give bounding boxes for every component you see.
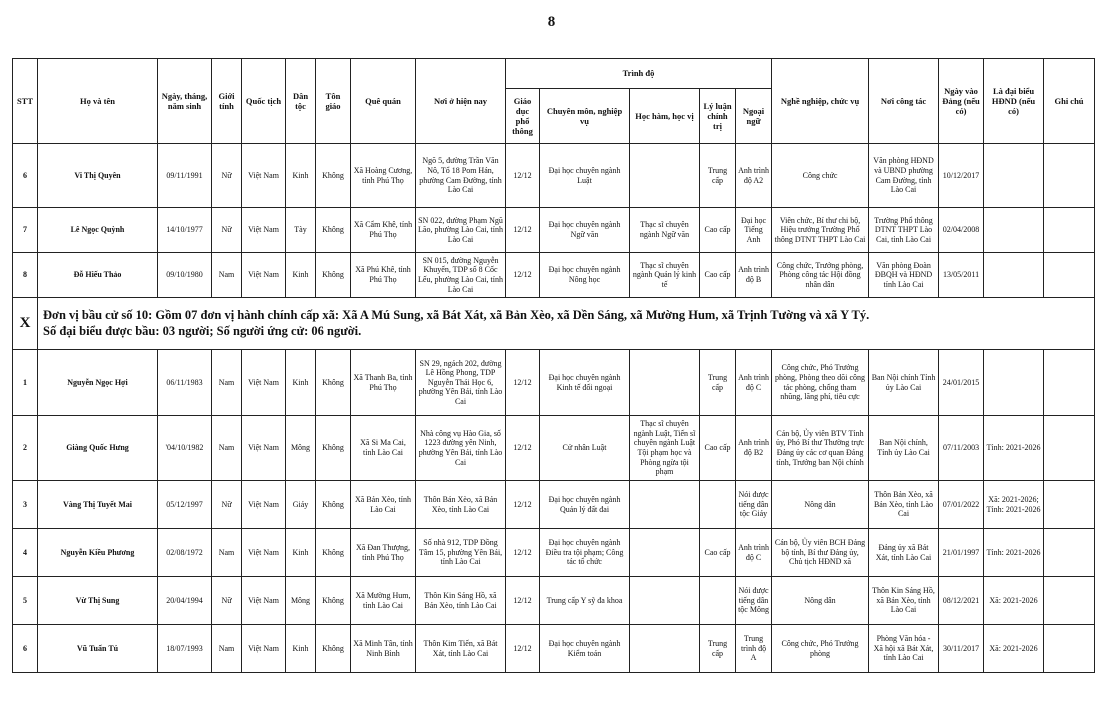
cell-workplace: Ban Nội chính, Tỉnh ủy Lào Cai	[869, 416, 939, 481]
cell-language: Anh trình độ B	[736, 253, 772, 298]
cell-delegate	[984, 253, 1044, 298]
cell-degree: Thạc sĩ chuyên ngành Ngữ văn	[630, 208, 700, 253]
cell-delegate: Xã: 2021-2026	[984, 577, 1044, 625]
cell-workplace: Thôn Bản Xèo, xã Bản Xèo, tỉnh Lào Cai	[869, 481, 939, 529]
cell-dob: 05/12/1997	[158, 481, 212, 529]
cell-language: Nói được tiếng dân tộc Mông	[736, 577, 772, 625]
cell-delegate	[984, 350, 1044, 416]
cell-degree	[630, 577, 700, 625]
cell-party-date: 08/12/2021	[939, 577, 984, 625]
cell-party-date: 02/04/2008	[939, 208, 984, 253]
table-row	[13, 350, 1095, 416]
header-residence: Nơi ở hiện nay	[416, 59, 506, 144]
cell-stt: 7	[13, 208, 38, 253]
cell-political: Trung cấp	[700, 144, 736, 208]
cell-language: Anh trình độ B2	[736, 416, 772, 481]
cell-party-date: 21/01/1997	[939, 529, 984, 577]
cell-language: Trung trình độ A	[736, 625, 772, 673]
cell-political: Cao cấp	[700, 529, 736, 577]
cell-stt: 6	[13, 144, 38, 208]
cell-degree	[630, 481, 700, 529]
header-workplace: Nơi công tác	[869, 59, 939, 144]
cell-stt: 4	[13, 529, 38, 577]
cell-ethnicity: Giáy	[286, 481, 316, 529]
cell-stt: 2	[13, 416, 38, 481]
header-job: Nghề nghiệp, chức vụ	[772, 59, 869, 144]
cell-specialty: Đại học chuyên ngành Ngữ văn	[540, 208, 630, 253]
cell-hometown: Xã Đan Thượng, tỉnh Phú Thọ	[351, 529, 416, 577]
header-gender: Giới tính	[212, 59, 242, 144]
cell-religion: Không	[316, 416, 351, 481]
cell-ethnicity: Kinh	[286, 529, 316, 577]
cell-job: Viên chức, Bí thư chi bộ, Hiệu trưởng Trường Phổ thông DTNT THPT Lào Cai	[772, 208, 869, 253]
table-row	[13, 625, 1095, 673]
header-degree: Học hàm, học vị	[630, 89, 700, 144]
cell-party-date: 24/01/2015	[939, 350, 984, 416]
cell-general-edu: 12/12	[506, 208, 540, 253]
cell-delegate	[984, 208, 1044, 253]
cell-hometown: Xã Si Ma Cai, tỉnh Lào Cai	[351, 416, 416, 481]
cell-workplace: Văn phòng HĐND và UBND phường Cam Đường, tỉnh Lào Cai	[869, 144, 939, 208]
table-row	[13, 577, 1095, 625]
cell-stt: 8	[13, 253, 38, 298]
cell-name: Vừ Thị Sung	[38, 577, 158, 625]
header-general-edu: Giáo dục phổ thông	[506, 89, 540, 144]
cell-notes	[1044, 350, 1095, 416]
cell-name: Nguyễn Ngọc Hợi	[38, 350, 158, 416]
table-row	[13, 253, 1095, 298]
cell-residence: Thôn Kim Tiến, xã Bát Xát, tỉnh Lào Cai	[416, 625, 506, 673]
cell-degree	[630, 625, 700, 673]
cell-general-edu: 12/12	[506, 577, 540, 625]
cell-party-date: 13/05/2011	[939, 253, 984, 298]
cell-name: Đỗ Hiếu Thảo	[38, 253, 158, 298]
cell-specialty: Đại học chuyên ngành Điều tra tội phạm; Công tác tổ chức	[540, 529, 630, 577]
cell-dob: 09/11/1991	[158, 144, 212, 208]
cell-nationality: Việt Nam	[242, 350, 286, 416]
cell-notes	[1044, 529, 1095, 577]
cell-residence: Nhà công vụ Hào Gia, số 1223 đường yên Ninh, phường Yên Bái, tỉnh Lào Cai	[416, 416, 506, 481]
cell-job: Công chức	[772, 144, 869, 208]
cell-nationality: Việt Nam	[242, 577, 286, 625]
cell-job: Nông dân	[772, 481, 869, 529]
cell-political: Cao cấp	[700, 253, 736, 298]
cell-religion: Không	[316, 625, 351, 673]
cell-hometown: Xã Mường Hum, tỉnh Lào Cai	[351, 577, 416, 625]
cell-specialty: Trung cấp Y sỹ đa khoa	[540, 577, 630, 625]
cell-notes	[1044, 208, 1095, 253]
cell-gender: Nam	[212, 529, 242, 577]
cell-party-date: 07/11/2003	[939, 416, 984, 481]
cell-general-edu: 12/12	[506, 416, 540, 481]
cell-name: Vi Thị Quyên	[38, 144, 158, 208]
cell-specialty: Đại học chuyên ngành Quản lý đất đai	[540, 481, 630, 529]
cell-notes	[1044, 625, 1095, 673]
cell-political: Trung cấp	[700, 625, 736, 673]
cell-dob: 09/10/1980	[158, 253, 212, 298]
cell-nationality: Việt Nam	[242, 481, 286, 529]
cell-stt: 6	[13, 625, 38, 673]
cell-delegate: Tỉnh: 2021-2026	[984, 529, 1044, 577]
electoral-unit-row	[13, 298, 1095, 350]
cell-political	[700, 577, 736, 625]
cell-gender: Nam	[212, 625, 242, 673]
header-stt: STT	[13, 59, 38, 144]
cell-workplace: Ban Nội chính Tỉnh ủy Lào Cai	[869, 350, 939, 416]
cell-notes	[1044, 253, 1095, 298]
cell-language: Nói được tiếng dân tộc Giáy	[736, 481, 772, 529]
cell-specialty: Đại học chuyên ngành Kinh tế đối ngoại	[540, 350, 630, 416]
cell-general-edu: 12/12	[506, 481, 540, 529]
cell-specialty: Đại học chuyên ngành Nông học	[540, 253, 630, 298]
cell-hometown: Xã Thanh Ba, tỉnh Phú Thọ	[351, 350, 416, 416]
cell-name: Lê Ngọc Quỳnh	[38, 208, 158, 253]
cell-gender: Nữ	[212, 577, 242, 625]
cell-general-edu: 12/12	[506, 144, 540, 208]
cell-ethnicity: Tày	[286, 208, 316, 253]
cell-dob: '04/10/1982	[158, 416, 212, 481]
cell-residence: SN 29, ngách 202, đường Lê Hồng Phong, TDP Nguyễn Thái Học 6, phường Yên Bái, tỉnh Lào Cai	[416, 350, 506, 416]
cell-religion: Không	[316, 350, 351, 416]
cell-hometown: Xã Phú Khê, tỉnh Phú Thọ	[351, 253, 416, 298]
cell-stt: 1	[13, 350, 38, 416]
cell-name: Giàng Quốc Hưng	[38, 416, 158, 481]
cell-political: Trung cấp	[700, 350, 736, 416]
cell-job: Công chức, Trưởng phòng, Phòng công tác Hội đồng nhân dân	[772, 253, 869, 298]
cell-ethnicity: Kinh	[286, 350, 316, 416]
cell-workplace: Thôn Kin Sáng Hồ, xã Bản Xèo, tỉnh Lào Cai	[869, 577, 939, 625]
cell-party-date: 30/11/2017	[939, 625, 984, 673]
cell-dob: 02/08/1972	[158, 529, 212, 577]
unit-section	[13, 298, 1095, 350]
cell-notes	[1044, 144, 1095, 208]
cell-gender: Nam	[212, 416, 242, 481]
table-row	[13, 144, 1095, 208]
header-education-group: Trình độ	[506, 59, 772, 89]
cell-hometown: Xã Minh Tân, tỉnh Ninh Bình	[351, 625, 416, 673]
cell-job: Nông dân	[772, 577, 869, 625]
page-number: 8	[547, 14, 556, 30]
cell-ethnicity: Kinh	[286, 144, 316, 208]
cell-residence: SN 022, đường Phạm Ngũ Lão, phường Lào Cai, tỉnh Lào Cai	[416, 208, 506, 253]
cell-notes	[1044, 577, 1095, 625]
cell-ethnicity: Mông	[286, 416, 316, 481]
cell-religion: Không	[316, 253, 351, 298]
header-party-date: Ngày vào Đảng (nếu có)	[939, 59, 984, 144]
cell-gender: Nam	[212, 350, 242, 416]
header-political: Lý luận chính trị	[700, 89, 736, 144]
cell-job: Công chức, Phó Trưởng phòng, Phòng theo dõi công tác phòng, chống tham nhũng, lãng phí, tiêu cực	[772, 350, 869, 416]
header-language: Ngoại ngữ	[736, 89, 772, 144]
cell-dob: 20/04/1994	[158, 577, 212, 625]
cell-degree: Thạc sĩ chuyên ngành Quản lý kinh tế	[630, 253, 700, 298]
table-row	[13, 529, 1095, 577]
cell-residence: SN 015, đường Nguyễn Khuyến, TDP số 8 Cốc Lếu, phường Lào Cai, tỉnh Lào Cai	[416, 253, 506, 298]
cell-degree	[630, 144, 700, 208]
cell-nationality: Việt Nam	[242, 208, 286, 253]
cell-delegate	[984, 144, 1044, 208]
cell-workplace: Đảng ủy xã Bát Xát, tỉnh Lào Cai	[869, 529, 939, 577]
candidate-table	[12, 58, 1095, 673]
cell-gender: Nữ	[212, 208, 242, 253]
cell-party-date: 10/12/2017	[939, 144, 984, 208]
unit-line-2: Số đại biểu được bầu: 03 người; Số người ứng cử: 06 người.	[43, 323, 362, 338]
cell-ethnicity: Mông	[286, 577, 316, 625]
cell-political: Cao cấp	[700, 416, 736, 481]
unit-description	[38, 298, 1095, 350]
cell-workplace: Văn phòng Đoàn ĐBQH và HĐND tỉnh Lào Cai	[869, 253, 939, 298]
cell-degree: Thạc sĩ chuyên ngành Luật, Tiến sĩ chuyên ngành Luật Tội phạm học và Phòng ngừa tội phạm	[630, 416, 700, 481]
cell-gender: Nữ	[212, 144, 242, 208]
table-row	[13, 416, 1095, 481]
header-nationality: Quốc tịch	[242, 59, 286, 144]
cell-specialty: Đại học chuyên ngành Kiểm toán	[540, 625, 630, 673]
header-notes: Ghi chú	[1044, 59, 1095, 144]
cell-language: Đại học Tiếng Anh	[736, 208, 772, 253]
cell-language: Anh trình độ C	[736, 529, 772, 577]
cell-general-edu: 12/12	[506, 253, 540, 298]
header-specialty: Chuyên môn, nghiệp vụ	[540, 89, 630, 144]
header-dob: Ngày, tháng, năm sinh	[158, 59, 212, 144]
header-delegate: Là đại biểu HĐND (nếu có)	[984, 59, 1044, 144]
cell-political: Cao cấp	[700, 208, 736, 253]
cell-dob: 14/10/1977	[158, 208, 212, 253]
table-body-group-a	[13, 144, 1095, 298]
cell-religion: Không	[316, 144, 351, 208]
cell-general-edu: 12/12	[506, 350, 540, 416]
cell-religion: Không	[316, 529, 351, 577]
header-hometown: Quê quán	[351, 59, 416, 144]
header-name: Họ và tên	[38, 59, 158, 144]
cell-notes	[1044, 481, 1095, 529]
cell-residence: Ngõ 5, đường Trần Văn Nô, Tổ 18 Pom Hán, phường Cam Đường, tỉnh Lào Cai	[416, 144, 506, 208]
cell-stt: 3	[13, 481, 38, 529]
cell-nationality: Việt Nam	[242, 416, 286, 481]
cell-job: Cán bộ, Ủy viên BCH Đảng bộ tỉnh, Bí thư Đảng ủy, Chủ tịch HĐND xã	[772, 529, 869, 577]
cell-workplace: Phòng Văn hóa - Xã hội xã Bát Xát, tỉnh Lào Cai	[869, 625, 939, 673]
cell-nationality: Việt Nam	[242, 144, 286, 208]
cell-nationality: Việt Nam	[242, 625, 286, 673]
cell-delegate: Xã: 2021-2026; Tỉnh: 2021-2026	[984, 481, 1044, 529]
cell-workplace: Trường Phổ thông DTNT THPT Lào Cai, tỉnh Lào Cai	[869, 208, 939, 253]
cell-dob: 06/11/1983	[158, 350, 212, 416]
cell-gender: Nữ	[212, 481, 242, 529]
cell-specialty: Đại học chuyên ngành Luật	[540, 144, 630, 208]
cell-ethnicity: Kinh	[286, 625, 316, 673]
cell-religion: Không	[316, 481, 351, 529]
unit-line-1: Đơn vị bầu cử số 10: Gồm 07 đơn vị hành chính cấp xã: Xã A Mú Sung, xã Bát Xát, xã Bản Xèo, xã Dền Sáng, xã Mường Hum, xã Trịnh Tường và xã Y Tý.	[43, 307, 870, 322]
cell-hometown: Xã Bản Xèo, tỉnh Lào Cai	[351, 481, 416, 529]
cell-ethnicity: Kinh	[286, 253, 316, 298]
cell-residence: Thôn Kin Sáng Hồ, xã Bản Xèo, tỉnh Lào Cai	[416, 577, 506, 625]
cell-degree	[630, 350, 700, 416]
table-row	[13, 208, 1095, 253]
cell-specialty: Cử nhân Luật	[540, 416, 630, 481]
table-header	[13, 59, 1095, 144]
cell-name: Vàng Thị Tuyết Mai	[38, 481, 158, 529]
header-religion: Tôn giáo	[316, 59, 351, 144]
cell-nationality: Việt Nam	[242, 529, 286, 577]
cell-residence: Số nhà 912, TDP Đồng Tâm 15, phường Yên Bái, tỉnh Lào Cai	[416, 529, 506, 577]
cell-hometown: Xã Cẩm Khê, tỉnh Phú Thọ	[351, 208, 416, 253]
cell-delegate: Tỉnh: 2021-2026	[984, 416, 1044, 481]
cell-political	[700, 481, 736, 529]
table-body-group-b	[13, 350, 1095, 673]
cell-religion: Không	[316, 577, 351, 625]
cell-degree	[630, 529, 700, 577]
cell-delegate: Xã: 2021-2026	[984, 625, 1044, 673]
cell-party-date: 07/01/2022	[939, 481, 984, 529]
cell-language: Anh trình độ C	[736, 350, 772, 416]
unit-number: X	[13, 298, 38, 350]
cell-religion: Không	[316, 208, 351, 253]
cell-job: Cán bộ, Ủy viên BTV Tỉnh ủy, Phó Bí thư Thường trực Đảng ủy các cơ quan Đảng tỉnh, Trưởng ban Nội chính	[772, 416, 869, 481]
cell-language: Anh trình độ A2	[736, 144, 772, 208]
cell-general-edu: 12/12	[506, 529, 540, 577]
cell-general-edu: 12/12	[506, 625, 540, 673]
cell-nationality: Việt Nam	[242, 253, 286, 298]
cell-stt: 5	[13, 577, 38, 625]
cell-dob: 18/07/1993	[158, 625, 212, 673]
header-ethnicity: Dân tộc	[286, 59, 316, 144]
cell-gender: Nam	[212, 253, 242, 298]
table-row	[13, 481, 1095, 529]
cell-name: Vũ Tuấn Tú	[38, 625, 158, 673]
cell-hometown: Xã Hoàng Cương, tỉnh Phú Thọ	[351, 144, 416, 208]
cell-name: Nguyễn Kiều Phương	[38, 529, 158, 577]
cell-notes	[1044, 416, 1095, 481]
cell-job: Công chức, Phó Trưởng phòng	[772, 625, 869, 673]
cell-residence: Thôn Bản Xèo, xã Bản Xèo, tỉnh Lào Cai	[416, 481, 506, 529]
